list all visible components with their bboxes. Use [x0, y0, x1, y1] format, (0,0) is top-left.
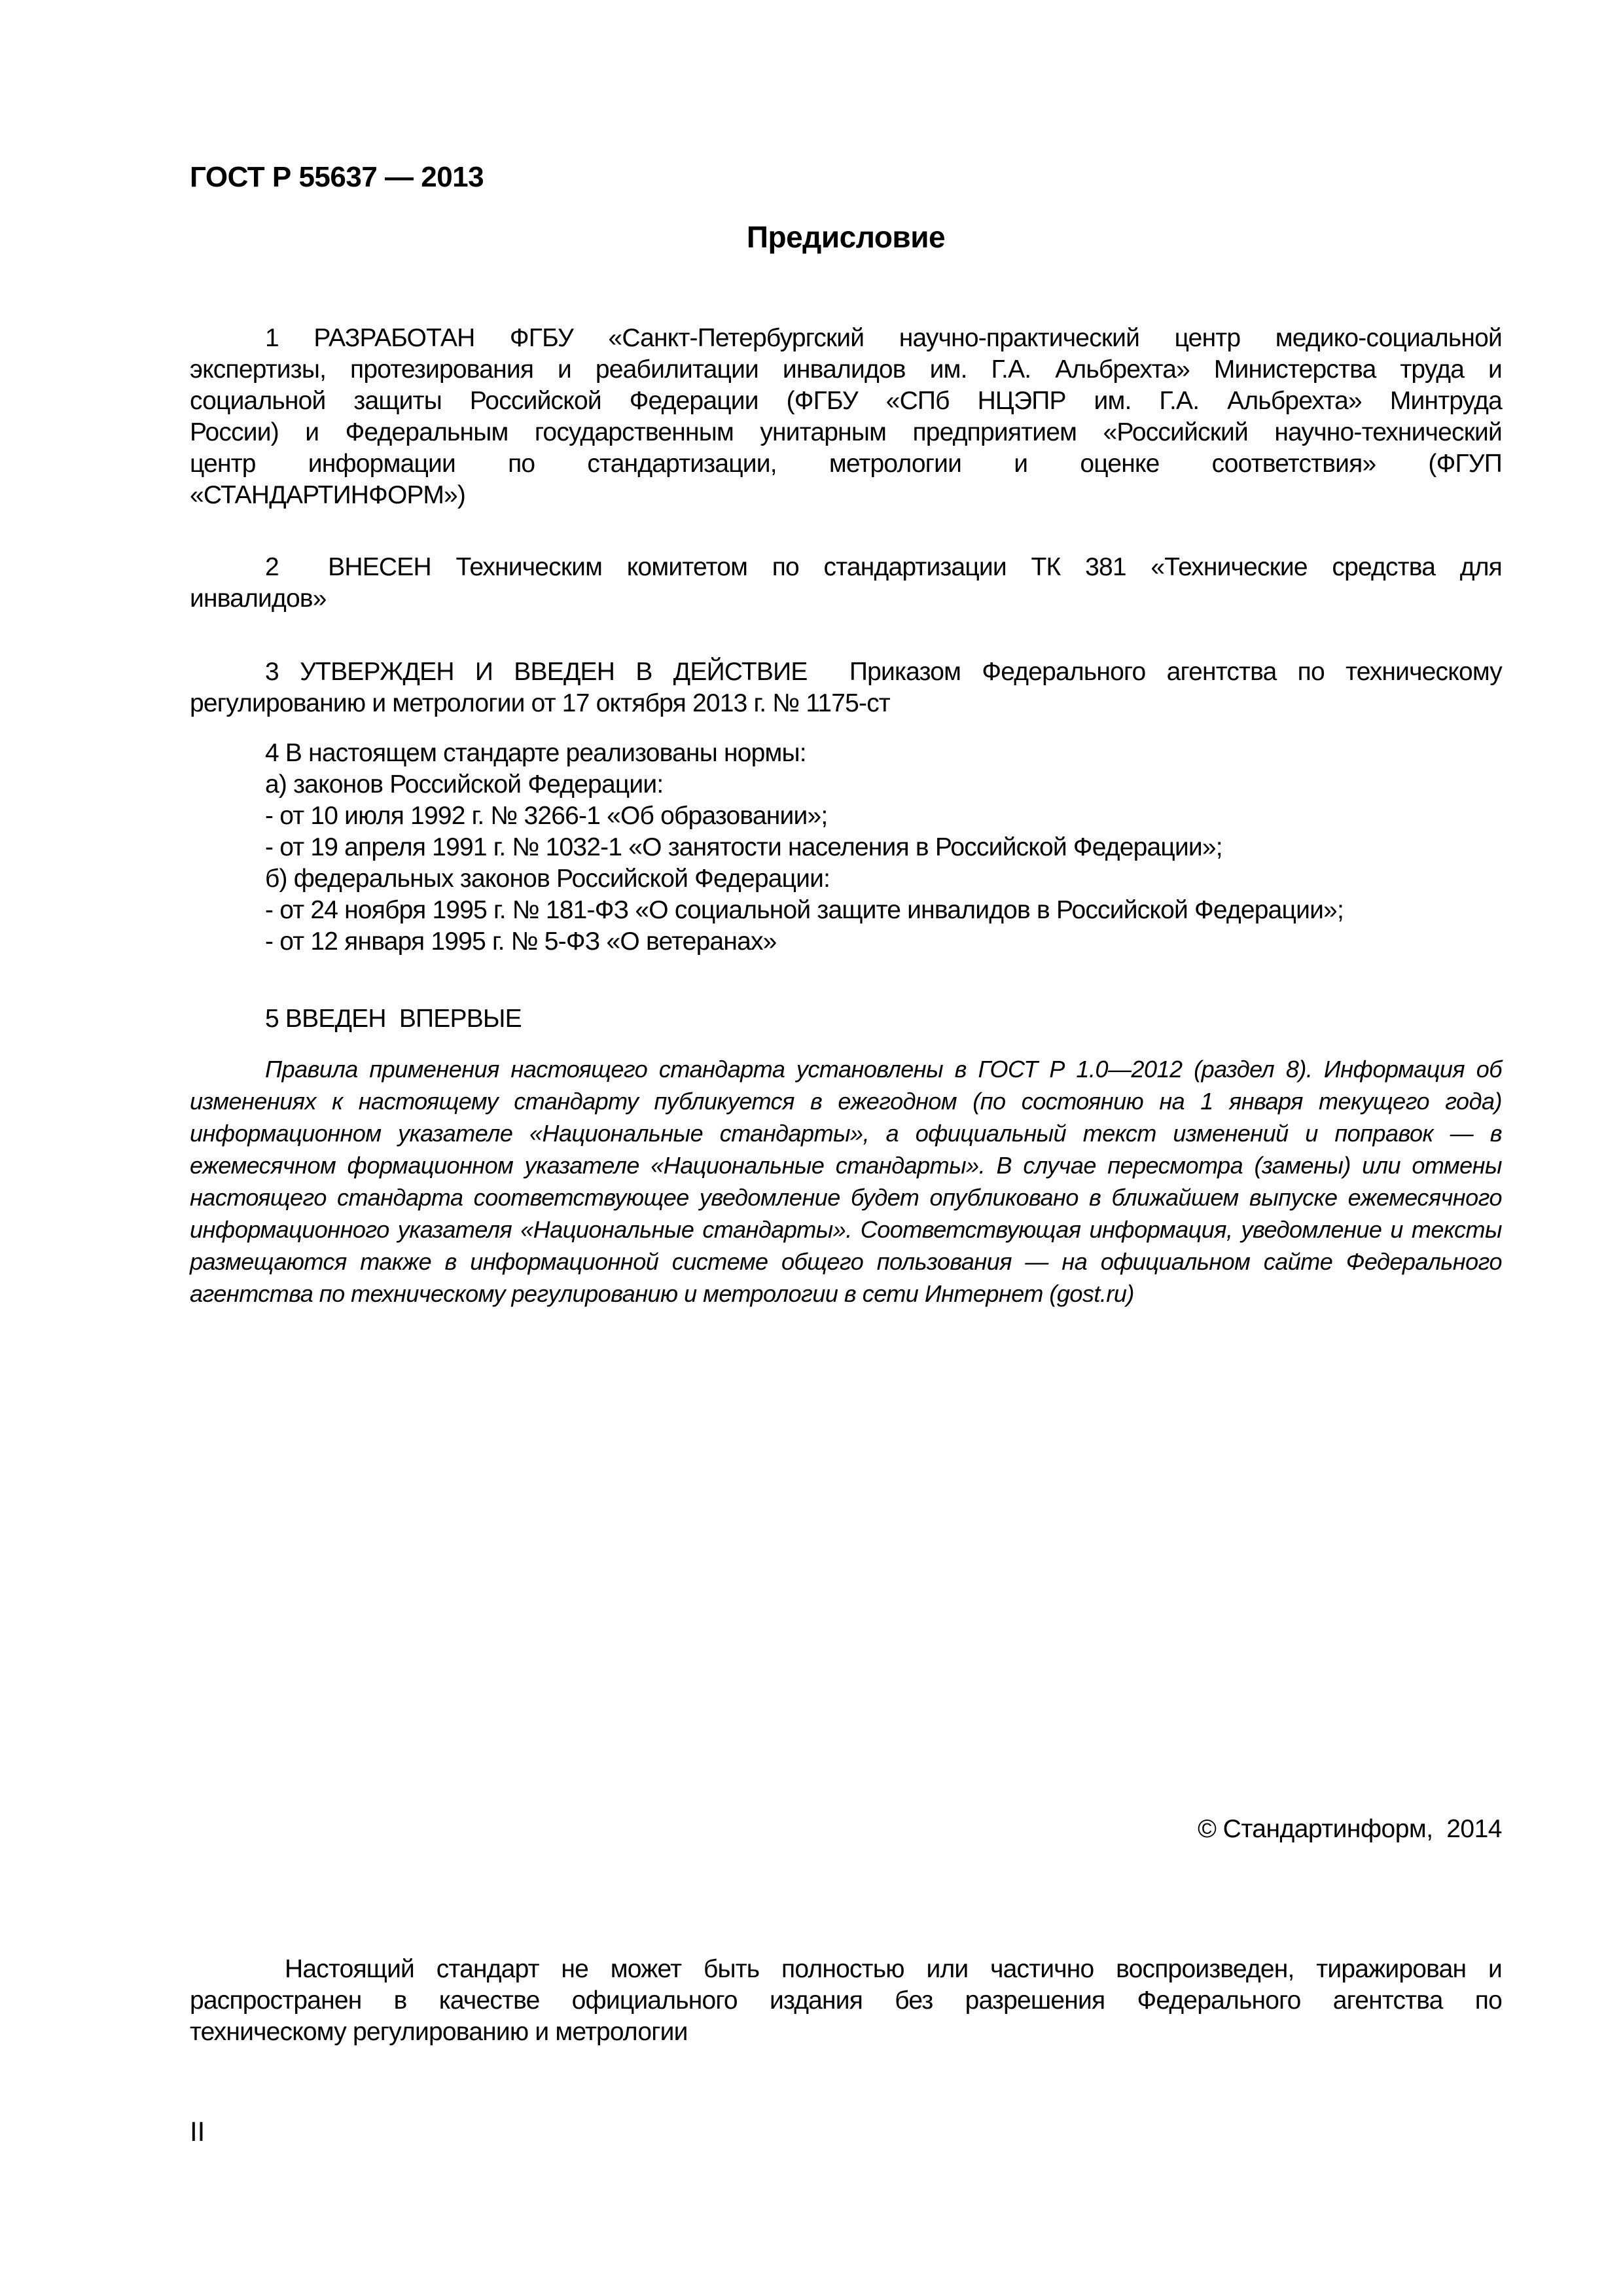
text-line: 3 УТВЕРЖДЕН И ВВЕДЕН В ДЕЙСТВИЕ Приказом Федерального агентства по техническому [265, 658, 1502, 686]
text-line: 2 ВНЕСЕН Техническим комитетом по стандартизации ТК 381 «Технические средства для [265, 553, 1502, 581]
list-item: б) федеральных законов Российской Федерации: [265, 865, 830, 893]
clause-4-implemented-norms [190, 738, 1502, 958]
clause-2-submitted-by [190, 552, 1502, 615]
reproduction-restriction [190, 1954, 1502, 2048]
text-line: техническому регулированию и метрологии [190, 2018, 688, 2046]
text-line: экспертизы, протезирования и реабилитации инвалидов им. Г.А. Альбрехта» Министерства труда и [190, 355, 1502, 384]
text-line: 1 РАЗРАБОТАН ФГБУ «Санкт-Петербургский научно-практический центр медико-социальной [265, 324, 1502, 352]
text-line: социальной защиты Российской Федерации (ФГБУ «СПб НЦЭПР им. Г.А. Альбрехта» Минтруда [190, 387, 1502, 415]
text-line: информационном указателе «Национальные стандарты», а официальный текст изменений и поправок — в [190, 1120, 1502, 1147]
text-line: 5 ВВЕДЕН ВПЕРВЫЕ [265, 1005, 522, 1033]
list-item: - от 12 января 1995 г. № 5-ФЗ «О ветеранах» [265, 927, 777, 956]
text-line: регулированию и метрологии от 17 октября 2013 г. № 1175-ст [190, 689, 890, 717]
page-title: Предисловие [746, 220, 946, 254]
list-item: - от 24 ноября 1995 г. № 181-ФЗ «О социальной защите инвалидов в Российской Федерации»; [265, 896, 1344, 924]
text-line: инвалидов» [190, 584, 327, 613]
text-line: информационного указателя «Национальные стандарты». Соответствующая информация, уведомление и тексты [190, 1216, 1502, 1243]
document-header: ГОСТ Р 55637 — 2013 [190, 161, 484, 193]
text-line: 4 В настоящем стандарте реализованы нормы: [265, 739, 806, 767]
text-line: Правила применения настоящего стандарта установлены в ГОСТ Р 1.0—2012 (раздел 8). Информация об [265, 1056, 1502, 1083]
text-line: настоящего стандарта соответствующее уведомление будет опубликовано в ближайшем выпуске ежемесячного [190, 1184, 1502, 1211]
text-line: России) и Федеральным государственным унитарным предприятием «Российский научно-технический [190, 418, 1502, 446]
text-line: агентства по техническому регулированию и метрологии в сети Интернет (gost.ru) [190, 1280, 1134, 1307]
list-item: а) законов Российской Федерации: [265, 770, 664, 798]
text-line: ежемесячном формационном указателе «Национальные стандарты». В случае пересмотра (замены) или отмены [190, 1152, 1502, 1179]
text-line: «СТАНДАРТИНФОРМ») [190, 481, 466, 509]
foreword-application-note [190, 1053, 1502, 1310]
text-line: размещаются также в информационной системе общего пользования — на официальном сайте Федерального [190, 1248, 1502, 1275]
clause-1-developed-by [190, 323, 1502, 511]
clause-3-approved-by [190, 656, 1502, 719]
page-number: II [190, 2116, 205, 2147]
list-item: - от 19 апреля 1991 г. № 1032-1 «О занятости населения в Российской Федерации»; [265, 833, 1222, 861]
list-item: - от 10 июля 1992 г. № 3266-1 «Об образовании»; [265, 802, 828, 830]
text-line: распространен в качестве официального издания без разрешения Федерального агентства по [190, 1986, 1502, 2015]
clause-5-introduced-first-time [190, 1003, 1502, 1035]
text-line: центр информации по стандартизации, метрологии и оценке соответствия» (ФГУП [190, 450, 1502, 478]
text-line: Настоящий стандарт не может быть полностью или частично воспроизведен, тиражирован и [285, 1955, 1502, 1983]
text-line: изменениях к настоящему стандарту публикуется в ежегодном (по состоянию на 1 января текущего года) [190, 1088, 1502, 1115]
copyright-notice: © Стандартинформ, 2014 [1198, 1815, 1502, 1843]
